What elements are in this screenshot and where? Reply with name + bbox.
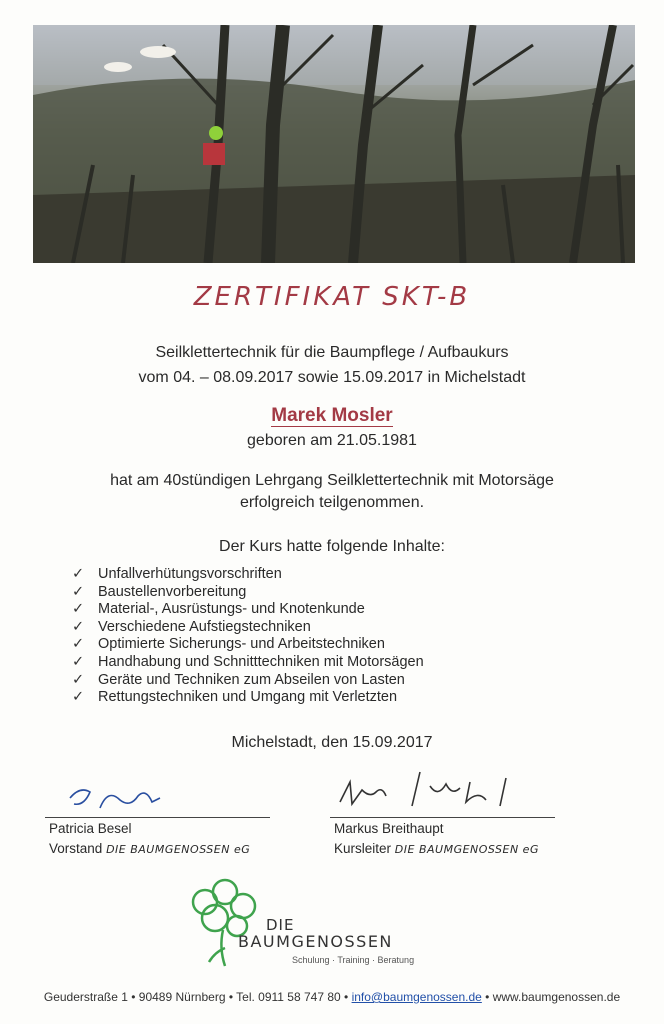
signature-breithaupt — [330, 762, 530, 822]
signer-1-role: Vorstand DIE BAUMGENOSSEN eG — [49, 841, 251, 856]
footer — [0, 990, 664, 1004]
tree-logo-icon — [185, 878, 265, 968]
signer-2-name: Markus Breithaupt — [334, 821, 444, 836]
logo-tagline: Schulung · Training · Beratung — [292, 955, 415, 965]
signer-1-name: Patricia Besel — [49, 821, 132, 836]
checkmark-icon: ✓ — [72, 583, 85, 600]
statement-line-2: erfolgreich teilgenommen. — [239, 494, 425, 511]
list-item: ✓ Material-, Ausrüstungs- und Knotenkunde — [72, 601, 365, 618]
logo-line-2: BAUMGENOSSEN — [238, 932, 393, 951]
email-link[interactable]: info@baumgenossen.de — [351, 990, 482, 1004]
list-item: ✓ Unfallverhütungsvorschriften — [72, 566, 282, 582]
list-item: ✓ Geräte und Techniken zum Abseilen von Lasten — [72, 671, 405, 688]
certificate-title: ZERTIFIKAT SKT-B — [193, 282, 471, 312]
signature-besel — [60, 778, 170, 818]
course-line: Seilklettertechnik für die Baumpflege / Aufbaukurs — [155, 344, 509, 361]
place-date: Michelstadt, den 15.09.2017 — [231, 734, 433, 751]
signer-2-role: Kursleiter DIE BAUMGENOSSEN eG — [334, 841, 539, 856]
checkmark-icon: ✓ — [72, 601, 85, 618]
topic-list — [72, 566, 424, 707]
signature-line — [45, 817, 270, 818]
participant-name: Marek Mosler — [271, 405, 393, 426]
signature-line — [330, 817, 555, 818]
list-item: ✓ Rettungstechniken und Umgang mit Verletzten — [72, 689, 398, 706]
checkmark-icon: ✓ — [72, 689, 85, 706]
list-item: ✓ Verschiedene Aufstiegstechniken — [72, 618, 311, 635]
list-item: ✓ Baustellenvorbereitung — [72, 583, 247, 600]
header-photo — [33, 25, 635, 263]
list-item: ✓ Handhabung und Schnitttechniken mit Motorsägen — [72, 653, 424, 670]
date-line: vom 04. – 08.09.2017 sowie 15.09.2017 in Michelstadt — [138, 369, 526, 386]
checkmark-icon: ✓ — [72, 618, 85, 635]
statement-line-1: hat am 40stündigen Lehrgang Seilklettertechnik mit Motorsäge — [110, 472, 554, 489]
birth-line: geboren am 21.05.1981 — [247, 432, 417, 449]
contents-heading: Der Kurs hatte folgende Inhalte: — [219, 538, 445, 555]
checkmark-icon: ✓ — [72, 671, 85, 688]
checkmark-icon: ✓ — [72, 653, 85, 670]
footer-website: • www.baumgenossen.de — [481, 990, 621, 1004]
footer-address: Geuderstraße 1 • 90489 Nürnberg • Tel. 0911 58 747 80 • — [43, 990, 352, 1004]
checkmark-icon: ✓ — [72, 636, 85, 653]
checkmark-icon: ✓ — [72, 566, 85, 582]
list-item: ✓ Optimierte Sicherungs- und Arbeitstechniken — [72, 636, 385, 653]
logo-line-1: DIE — [266, 916, 295, 934]
